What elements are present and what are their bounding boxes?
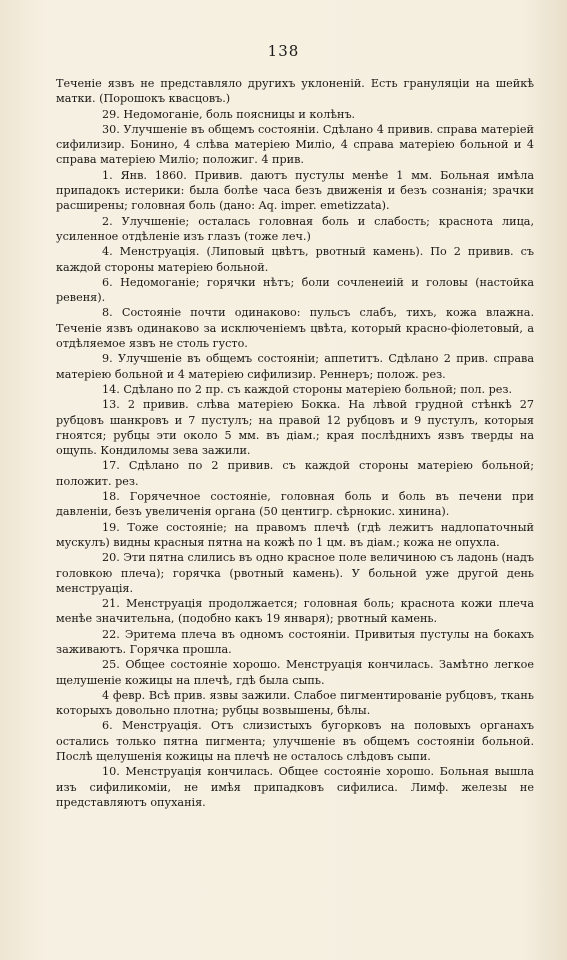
- paragraph: 17. Сдѣлано по 2 привив. съ каждой стороны матеріею больной; положит. рез.: [56, 459, 534, 488]
- paragraph: 8. Состояніе почти одинаково: пульсъ слабъ, тихъ, кожа влажна. Теченіе язвъ одинаково за исключеніемъ цвѣта, который красно-фіолетовый, а отдѣляемое язвъ не столь густо.: [56, 306, 534, 351]
- body-text: [56, 76, 534, 810]
- paragraph: 19. Тоже состояніе; на правомъ плечѣ (гдѣ лежитъ надлопаточный мускулъ) видны красныя пятна на кожѣ по 1 цм. въ діам.; кожа не опухла.: [56, 520, 534, 549]
- paragraph: 4 февр. Всѣ прив. язвы зажили. Слабое пигментированіе рубцовъ, ткань которыхъ довольно плотна; рубцы возвышены, бѣлы.: [56, 688, 534, 718]
- paragraph: 6. Недомоганіе; горячки нѣтъ; боли сочленеиій и головы (настойка ревеня).: [56, 275, 534, 305]
- paragraph: Теченіе язвъ не представляло другихъ уклоненій. Есть грануляціи на шейкѣ матки. (Порошокъ квасцовъ.): [56, 77, 534, 106]
- paragraph: 9. Улучшеніе въ общемъ состояніи; аппетитъ. Сдѣлано 2 прив. справа матеріею больной и 4 матеріею сифилизир. Реннеръ; полож. рез.: [56, 352, 534, 381]
- paragraph: 21. Менструація продолжается; головная боль; краснота кожи плеча менѣе значительна, (подобно какъ 19 января); рвотный камень.: [56, 597, 534, 626]
- paragraph: 25. Общее состояніе хорошо. Менструація кончилась. Замѣтно легкое щелушеніе кожицы на плечѣ, гдѣ была сыпь.: [56, 658, 534, 687]
- paragraph: 14. Сдѣлано по 2 пр. съ каждой стороны матеріею больной; пол. рез.: [102, 382, 513, 396]
- paragraph: 6. Менструація. Отъ слизистыхъ бугорковъ на половыхъ органахъ остались только пятна пигмента; улучшеніе въ общемъ состояніи больной. Послѣ щелушенія кожицы на плечѣ не осталось слѣдовъ сыпи.: [56, 719, 534, 764]
- paragraph: 4. Менструація. (Липовый цвѣтъ, рвотный камень). По 2 привив. съ каждой стороны матеріею больной.: [56, 245, 534, 274]
- paragraph: 13. 2 привив. слѣва матеріею Бокка. На лѣвой грудной стѣнкѣ 27 рубцовъ шанкровъ и 7 пустулъ; на правой 12 рубцовъ и 9 пустулъ, которыя гноятся; рубцы эти около 5 мм. въ діам.; края послѣднихъ язвъ тверды на ощупь. Кондиломы зева зажили.: [56, 398, 534, 458]
- paragraph: 1. Янв. 1860. Привив. даютъ пустулы менѣе 1 мм. Больная имѣла припадокъ истерики: была болѣе часа безъ движенія и безъ сознанія; зрачки расширены; головная боль (дано: Aq. imper. emetizzata).: [56, 168, 534, 213]
- paragraph: 20. Эти пятна слились въ одно красное поле величиною съ ладонь (надъ головкою плеча); горячка (рвотный камень). У больной уже другой день менструація.: [56, 551, 534, 595]
- paragraph: 30. Улучшеніе въ общемъ состояніи. Сдѣлано 4 привив. справа матеріей сифилизир. Бонино, 4 слѣва матеріею Миліо, 4 справа матеріею больной и 4 справа матеріею Миліо; положиг. 4 прив.: [56, 122, 534, 167]
- paragraph: 18. Горячечное состояніе, головная боль и боль въ печени при давленіи, безъ увеличенія органа (50 центигр. сѣрнокис. хинина).: [56, 490, 534, 519]
- paragraph: 2. Улучшеніе; осталась головная боль и слабость; краснота лица, усиленное отдѣленіе изъ глазъ (тоже леч.): [56, 214, 534, 243]
- page-number: 138: [267, 42, 300, 60]
- paragraph: 22. Эритема плеча въ одномъ состояніи. Привитыя пустулы на бокахъ заживаютъ. Горячка прошла.: [56, 627, 534, 656]
- paragraph: 10. Менструація кончилась. Общее состояніе хорошо. Больная вышла изъ сифиликоміи, не имѣя припадковъ сифилиса. Лимф. железы не представляютъ опуханія.: [56, 765, 534, 809]
- paragraph: 29. Недомоганіе, боль поясницы и колѣнъ.: [102, 107, 356, 121]
